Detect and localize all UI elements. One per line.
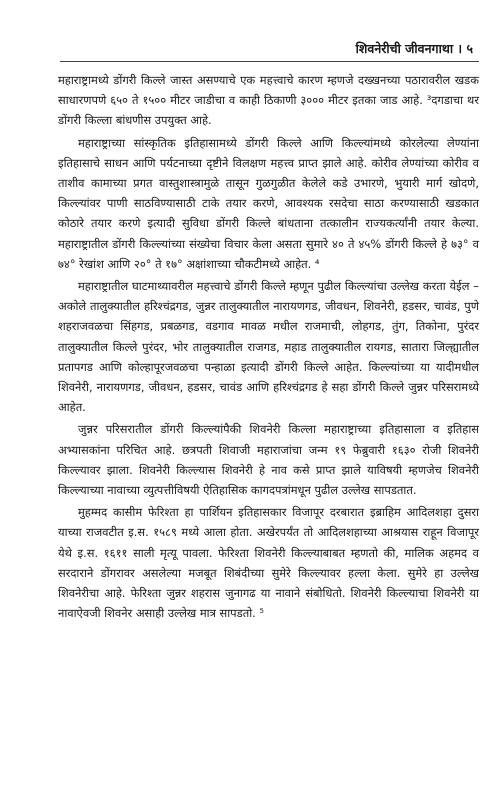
paragraph-1: महाराष्ट्रामध्ये डोंगरी किल्ले जास्त असण्याचे एक महत्त्वाचे कारण म्हणजे दख्खनच्या पठारावरील खडक साधारणपणे ६५० ते १५०० मीटर जाडीचा व काही ठिकाणी ३००० मीटर इतका जाड आहे. ³दगडाचा थर डोंगरी किल्ला बांधणीस उपयुक्त आहे. <box>58 73 479 128</box>
running-header: शिवनेरीची जीवनगाथा । ५ <box>355 41 473 56</box>
header-rule <box>60 61 479 62</box>
paragraph-3: महाराष्ट्रातील घाटमाथ्यावरील महत्त्वाचे डोंगरी किल्ले म्हणून पुढील किल्ल्यांचा उल्लेख करता येईल – अकोले तालुक्यातील हरिश्चंद्रगड, जुन्नर तालुक्यातील नारायणगड, जीवधन, शिवनेरी, हडसर, चावंड, पुणे शहराजवळचा सिंहगड, प्रबळगड, वडगाव मावळ मधील राजमाची, लोहगड, तुंग, तिकोना, पुरंदर तालुक्यातील किल्ले पुरंदर, भोर तालुक्यातील राजगड, महाड तालुक्यातील रायगड, सातारा जिल्ह्यातील प्रतापगड आणि कोल्हापूरजवळचा पन्हाळा इत्यादी डोंगरी किल्ले आहेत. किल्ल्यांच्या या यादीमधील शिवनेरी, नारायणगड, जीवधन, हडसर, चावंड आणि हरिश्चंद्रगड हे सहा डोंगरी किल्ले जुन्नर परिसरामध्ये आहेत. <box>58 279 479 415</box>
page-body <box>58 70 479 625</box>
paragraph-2: महाराष्ट्राच्या सांस्कृतिक इतिहासामध्ये डोंगरी किल्ले आणि किल्ल्यांमध्ये कोरलेल्या लेण्यांना इतिहासाचे साधन आणि पर्यटनाच्या दृष्टीने विलक्षण महत्त्व प्राप्त झाले आहे. कोरीव लेण्यांच्या कोरीव व ताशीव कामाच्या प्रगत वास्तुशास्त्रामुळे तासून गुळगुळीत केलेले कडे उभारणे, भुयारी मार्ग खोदणे, किल्ल्यांवर पाणी साठविण्यासाठी टाके तयार करणे, आवश्यक रसदेचा साठा करण्यासाठी खडकात कोठारे तयार करणे इत्यादी सुविधा डोंगरी किल्ले बांधताना तत्कालीन राज्यकर्त्यांनी तयार केल्या. महाराष्ट्रातील डोंगरी किल्ल्यांच्या संख्येचा विचार केला असता सुमारे ४० ते ४५% डोंगरी किल्ले हे ७३° व ७४° रेखांश आणि २०° ते १७° अक्षांशाच्या चौकटीमध्ये आहेत. ⁴ <box>58 135 479 271</box>
paragraph-4: जुन्नर परिसरातील डोंगरी किल्ल्यांपैकी शिवनेरी किल्ला महाराष्ट्राच्या इतिहासाला व इतिहास अभ्यासकांना परिचित आहे. छत्रपती शिवाजी महाराजांचा जन्म १९ फेब्रुवारी १६३० रोजी शिवनेरी किल्ल्यावर झाला. शिवनेरी किल्ल्यास शिवनेरी हे नाव कसे प्राप्त झाले याविषयी म्हणजेच शिवनेरी किल्ल्याच्या नावाच्या व्युत्पत्तीविषयी ऐतिहासिक कागदपत्रांमधून पुढील उल्लेख सापडतात. <box>58 422 479 498</box>
paragraph-5: मुहम्मद कासीम फेरिश्ता हा पार्शियन इतिहासकार विजापूर दरबारात इब्राहिम आदिलशहा दुसरा याच्या राजवटीत इ.स. १५८९ मध्ये आला होता. अखेरपर्यंत तो आदिलशहाच्या आश्रयास राहून विजापूर येथे इ.स. १६११ साली मृत्यू पावला. फेरिश्ता शिवनेरी किल्ल्याबाबत म्हणतो की, मालिक अहमद व सरदाराने डोंगरावर असलेल्या मजबूत शिबंदीच्या सुमेरे किल्ल्यावर हल्ला केला. सुमेरे हा उल्लेख शिवनेरीचा आहे. फेरिश्ता जुन्नर शहरास जुनागढ या नावाने संबोधितो. शिवनेरी किल्ल्याचा शिवनेरी या नावाऐवजी शिवनेर असाही उल्लेख मात्र सापडतो. ⁵ <box>58 505 479 621</box>
